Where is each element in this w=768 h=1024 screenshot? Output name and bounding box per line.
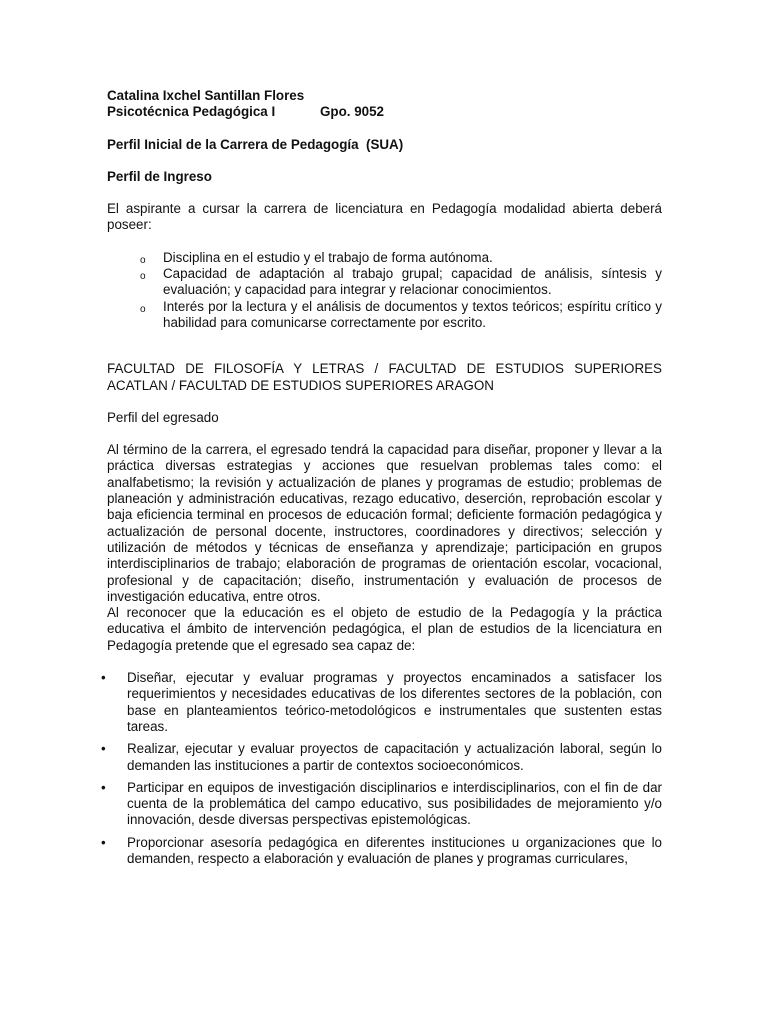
document-page: [101, 88, 662, 873]
egresado-list: [101, 670, 662, 867]
bullet-icon: •: [101, 779, 106, 795]
author-name: Catalina Ixchel Santillan Flores: [107, 88, 305, 103]
bullet-icon: •: [101, 670, 106, 686]
egresado-paragraph-2: Al reconocer que la educación es el objeto de estudio de la Pedagogía y la práctica educativa el ámbito de intervención pedagógica, el plan de estudios de la licenciatura en Pedagogía pretende que el egresado sea capaz de:: [107, 605, 662, 653]
list-item: • Proporcionar asesoría pedagógica en diferentes instituciones u organizaciones que lo demanden, respecto a elaboración y evaluación de planes y programas curriculares,: [101, 834, 662, 866]
course-line: [107, 104, 662, 120]
ingreso-list: [107, 250, 662, 331]
section-heading-egresado: Perfil del egresado: [107, 409, 219, 425]
list-item: o Disciplina en el estudio y el trabajo de forma autónoma.: [140, 250, 662, 266]
list-item: o Interés por la lectura y el análisis de documentos y textos teóricos; espíritu crítico y habilidad para comunicarse correctamente por escrito.: [140, 298, 662, 330]
bullet-icon: •: [101, 834, 106, 850]
list-item: o Capacidad de adaptación al trabajo grupal; capacidad de análisis, síntesis y evaluación; y capacidad para integrar y relacionar conocimientos.: [140, 266, 662, 298]
list-item: • Participar en equipos de investigación disciplinarios e interdisciplinarios, con el fin de dar cuenta de la problemática del campo educativo, sus posibilidades de mejoramiento y/o innovación, desde diversas perspectivas epistemológicas.: [101, 779, 662, 828]
document-title: Perfil Inicial de la Carrera de Pedagogía (SUA): [107, 136, 404, 152]
group-number: Gpo. 9052: [320, 104, 385, 120]
circle-bullet-icon: o: [140, 254, 146, 266]
egresado-paragraph-1: Al término de la carrera, el egresado tendrá la capacidad para diseñar, proponer y llevar a la práctica diversas estrategias y acciones que resuelvan problemas tales como: el analfabetismo; la revisión y actualización de planes y programas de estudio; problemas de planeación y administración educativas, rezago educativo, deserción, reprobación escolar y baja eficiencia terminal en procesos de educación formal; deficiente formación pedagógica y actualización de personal docente, instructores, coordinadores y directivos; selección y utilización de métodos y técnicas de enseñanza y aprendizaje; participación en grupos interdisciplinarios de trabajo; elaboración de programas de orientación escolar, vocacional, profesional y de capacitación; diseño, instrumentación y evaluación de procesos de investigación educativa, entre otros.: [107, 442, 662, 604]
ingreso-intro: El aspirante a cursar la carrera de licenciatura en Pedagogía modalidad abierta deberá poseer:: [107, 201, 662, 233]
bullet-icon: •: [101, 741, 106, 757]
circle-bullet-icon: o: [140, 303, 146, 315]
section-heading-ingreso: Perfil de Ingreso: [107, 168, 212, 184]
list-item: • Diseñar, ejecutar y evaluar programas y proyectos encaminados a satisfacer los requerimientos y necesidades educativas de los diferentes sectores de la población, con base en planteamientos teórico-metodológicos e instrumentales que sustenten estas tareas.: [101, 670, 662, 734]
course-name: Psicotécnica Pedagógica I: [107, 104, 276, 120]
list-item: • Realizar, ejecutar y evaluar proyectos de capacitación y actualización laboral, según lo demanden las instituciones a partir de contextos socioeconómicos.: [101, 741, 662, 773]
circle-bullet-icon: o: [140, 271, 146, 283]
faculties-line: FACULTAD DE FILOSOFÍA Y LETRAS / FACULTAD DE ESTUDIOS SUPERIORES ACATLAN / FACULTAD DE ESTUDIOS SUPERIORES ARAGON: [107, 361, 662, 393]
